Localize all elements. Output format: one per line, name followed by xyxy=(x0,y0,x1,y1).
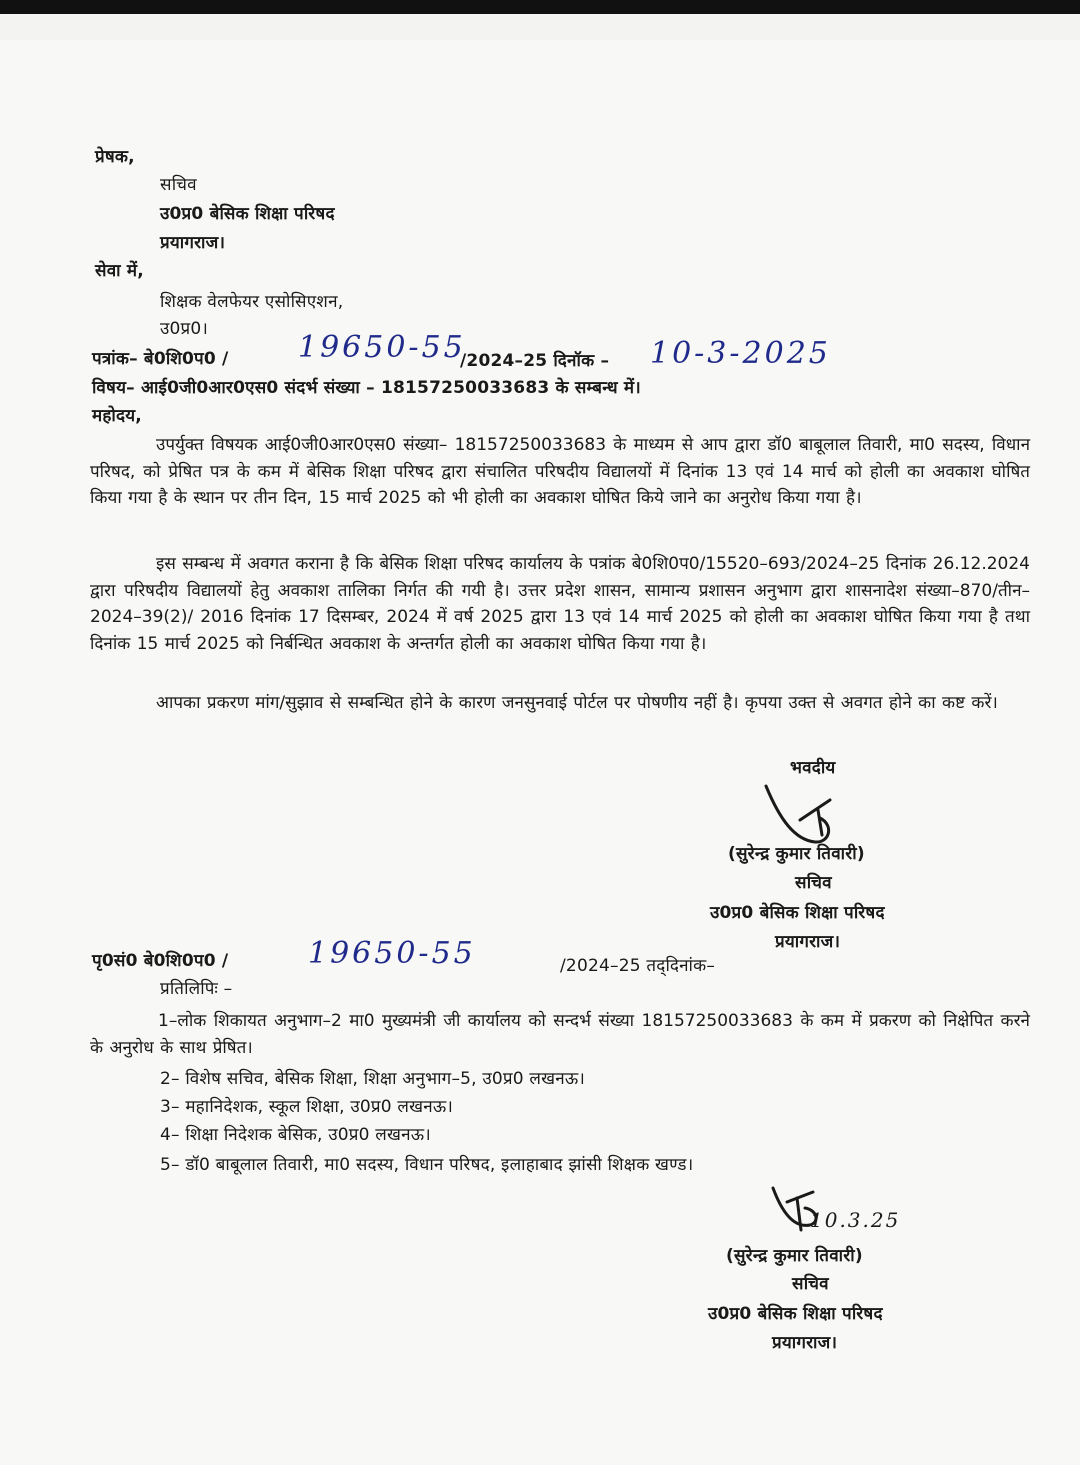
closing-bhavdiya: भवदीय xyxy=(790,758,836,778)
signature-2-date: 10.3.25 xyxy=(810,1208,901,1232)
copy-item-3: 3– महानिदेशक, स्कूल शिक्षा, उ0प्र0 लखनऊ। xyxy=(160,1097,454,1117)
recipient-label: सेवा में, xyxy=(95,261,144,281)
body-paragraph-1: उपर्युक्त विषयक आई0जी0आर0एस0 संख्या– 18157250033683 के माध्यम से आप द्वारा डॉ0 बाबूलाल तिवारी, मा0 सदस्य, विधान परिषद, को प्रेषित पत्र के कम में बेसिक शिक्षा परिषद द्वारा संचालित परिषदीय विद्यालयों में दिनांक 13 एवं 14 मार्च को होली का अवकाश घोषित किया गया है के स्थान पर तीन दिन, 15 मार्च 2025 को भी होली का अवकाश घोषित किये जाने का अनुरोध किया गया है। xyxy=(90,435,1030,508)
sender-designation: सचिव xyxy=(160,175,197,195)
signatory-1-designation: सचिव xyxy=(795,873,832,893)
signature-1-scribble-icon xyxy=(760,780,850,850)
recipient-name: शिक्षक वेलफेयर एसोसिएशन, xyxy=(160,292,344,312)
signatory-2-name: (सुरेन्द्र कुमार तिवारी) xyxy=(726,1246,863,1266)
sender-office: उ0प्र0 बेसिक शिक्षा परिषद xyxy=(160,204,335,224)
copy-item-2: 2– विशेष सचिव, बेसिक शिक्षा, शिक्षा अनुभाग–5, उ0प्र0 लखनऊ। xyxy=(160,1069,586,1089)
recipient-place: उ0प्र0। xyxy=(160,319,209,339)
letter-year: /2024–25 दिनॉक – xyxy=(460,351,610,371)
sender-label: प्रेषक, xyxy=(95,147,135,167)
copy-item-1: 1–लोक शिकायत अनुभाग–2 मा0 मुख्यमंत्री जी कार्यालय को सन्दर्भ संख्या 18157250033683 के कम में प्रकरण को निक्षेपित करने के अनुरोध के साथ प्रेषित। xyxy=(90,1011,1030,1058)
signatory-1-office: उ0प्र0 बेसिक शिक्षा परिषद xyxy=(710,903,885,923)
signatory-1-place: प्रयागराज। xyxy=(775,932,841,952)
signatory-2-designation: सचिव xyxy=(792,1274,829,1294)
handwritten-letter-number: 19650-55 xyxy=(298,330,466,365)
salutation: महोदय, xyxy=(92,406,142,426)
copy-label: प्रतिलिपिः – xyxy=(160,979,233,999)
body-paragraph-3: आपका प्रकरण मांग/सुझाव से सम्बन्धित होने के कारण जनसुनवाई पोर्टल पर पोषणीय नहीं है। कृपया उक्त से अवगत होने का कष्ट करें। xyxy=(156,693,998,713)
letter-subject: विषय– आई0जी0आर0एस0 संदर्भ संख्या – 18157250033683 के सम्बन्ध में। xyxy=(92,378,641,398)
copy-item-5: 5– डॉ0 बाबूलाल तिवारी, मा0 सदस्य, विधान परिषद, इलाहाबाद झांसी शिक्षक खण्ड। xyxy=(160,1155,694,1175)
handwritten-letter-date: 10-3-2025 xyxy=(650,336,831,371)
signatory-1-name: (सुरेन्द्र कुमार तिवारी) xyxy=(728,844,865,864)
signatory-2-place: प्रयागराज। xyxy=(772,1333,838,1353)
handwritten-endorsement-number: 19650-55 xyxy=(308,936,476,971)
endorsement-year: /2024–25 तद्‌दिनांक– xyxy=(560,956,716,976)
signatory-2-office: उ0प्र0 बेसिक शिक्षा परिषद xyxy=(708,1304,883,1324)
endorsement-prefix: पृ0सं0 बे0शि0प0 / xyxy=(92,951,229,971)
screen-top-bar xyxy=(0,0,1080,14)
sender-place: प्रयागराज। xyxy=(160,233,226,253)
letter-number-prefix: पत्रांक– बे0शि0प0 / xyxy=(92,349,229,369)
body-paragraph-2: इस सम्बन्ध में अवगत कराना है कि बेसिक शिक्षा परिषद कार्यालय के पत्रांक बे0शि0प0/15520–693/2024–25 दिनांक 26.12.2024 द्वारा परिषदीय विद्यालयों हेतु अवकाश तालिका निर्गत की गयी है। उत्तर प्रदेश शासन, सामान्य प्रशासन अनुभाग द्वारा शासनादेश संख्या–870/तीन–2024–39(2)/ 2016 दिनांक 17 दिसम्बर, 2024 में वर्ष 2025 द्वारा 13 एवं 14 मार्च 2025 को होली का अवकाश घोषित किया गया है तथा दिनांक 15 मार्च 2025 को निर्बन्धित अवकाश के अन्तर्गत होली का अवकाश घोषित किया गया है। xyxy=(90,554,1030,654)
copy-item-4: 4– शिक्षा निदेशक बेसिक, उ0प्र0 लखनऊ। xyxy=(160,1125,431,1145)
